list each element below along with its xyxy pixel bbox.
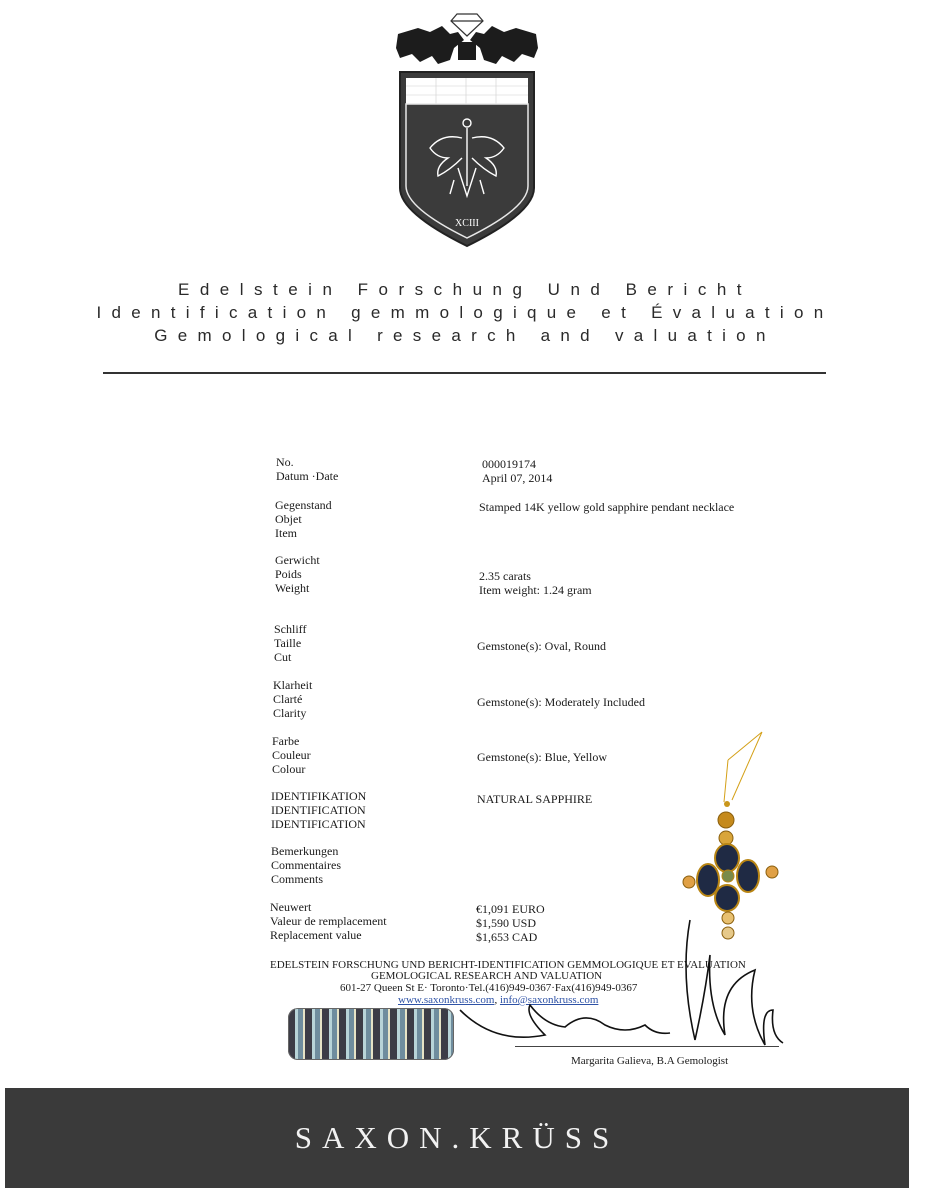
ident-value: NATURAL SAPPHIRE bbox=[477, 792, 593, 806]
cut-label-fr: Taille bbox=[274, 636, 302, 650]
date-label: Datum ·Date bbox=[276, 469, 339, 483]
value-label-fr: Valeur de remplacement bbox=[270, 914, 387, 928]
value-label-de: Neuwert bbox=[270, 900, 312, 914]
cut-value: Gemstone(s): Oval, Round bbox=[477, 639, 606, 653]
report-date: April 07, 2014 bbox=[482, 471, 553, 485]
header-line-german: Edelstein Forschung Und Bericht bbox=[177, 280, 753, 299]
weight-label-en: Weight bbox=[275, 581, 310, 595]
clarity-label-de: Klarheit bbox=[273, 678, 313, 692]
signatory-name: Margarita Galieva, B.A Gemologist bbox=[571, 1055, 729, 1067]
ident-label-en: IDENTIFICATION bbox=[271, 817, 366, 831]
comments-label-fr: Commentaires bbox=[271, 858, 341, 872]
brand-bar bbox=[5, 1088, 909, 1188]
clarity-label-en: Clarity bbox=[273, 706, 307, 720]
website-link[interactable]: www.saxonkruss.com bbox=[398, 994, 495, 1006]
hologram-seal bbox=[288, 1008, 454, 1060]
item-value: Stamped 14K yellow gold sapphire pendant necklace bbox=[479, 500, 735, 514]
weight-label-de: Gerwicht bbox=[275, 553, 320, 567]
colour-label-en: Colour bbox=[272, 762, 306, 776]
pendant-photo bbox=[680, 730, 785, 945]
value-usd: $1,590 USD bbox=[476, 916, 537, 930]
cut-label-de: Schliff bbox=[274, 622, 307, 636]
comments-label-de: Bemerkungen bbox=[271, 844, 339, 858]
value-label-en: Replacement value bbox=[270, 928, 362, 942]
comments-label-en: Comments bbox=[271, 872, 324, 886]
value-cad: $1,653 CAD bbox=[476, 930, 538, 944]
header-divider bbox=[103, 372, 826, 374]
weight-item: Item weight: 1.24 gram bbox=[479, 583, 592, 597]
signature-line bbox=[515, 1046, 779, 1047]
header-line-french: Identification gemmologique et Évaluation bbox=[96, 303, 834, 322]
report-number: 000019174 bbox=[482, 457, 536, 471]
footer-subtitle-line: GEMOLOGICAL RESEARCH AND VALUATION bbox=[371, 970, 603, 982]
header-line-english: Gemological research and valuation bbox=[154, 326, 776, 345]
weight-carats: 2.35 carats bbox=[479, 569, 531, 583]
item-label-fr: Objet bbox=[275, 512, 302, 526]
colour-value: Gemstone(s): Blue, Yellow bbox=[477, 750, 607, 764]
item-label-de: Gegenstand bbox=[275, 498, 332, 512]
ident-label-de: IDENTIFIKATION bbox=[271, 789, 367, 803]
item-label-en: Item bbox=[275, 526, 297, 540]
gemologist-signature bbox=[455, 915, 785, 1075]
brand-name: SAXON.KRÜSS bbox=[294, 1120, 620, 1155]
no-label: No. bbox=[276, 455, 294, 469]
colour-label-fr: Couleur bbox=[272, 748, 311, 762]
cut-label-en: Cut bbox=[274, 650, 292, 664]
crest-numeral: XCIII bbox=[455, 218, 479, 229]
colour-label-de: Farbe bbox=[272, 734, 300, 748]
email-link[interactable]: info@saxonkruss.com bbox=[499, 994, 599, 1006]
ident-label-fr: IDENTIFICATION bbox=[271, 803, 366, 817]
weight-label-fr: Poids bbox=[275, 567, 302, 581]
crest-logo bbox=[392, 8, 542, 253]
footer-company-line: EDELSTEIN FORSCHUNG UND BERICHT-IDENTIFICATION GEMMOLOGIQUE ET EVALUATION bbox=[270, 959, 746, 971]
clarity-value: Gemstone(s): Moderately Included bbox=[477, 695, 645, 709]
lions-mantling bbox=[396, 26, 538, 64]
value-eur: €1,091 EURO bbox=[476, 902, 545, 916]
footer-address-line: 601-27 Queen St E· Toronto·Tel.(416)949-0367·Fax(416)949-0367 bbox=[340, 982, 638, 994]
clarity-label-fr: Clarté bbox=[273, 692, 303, 706]
